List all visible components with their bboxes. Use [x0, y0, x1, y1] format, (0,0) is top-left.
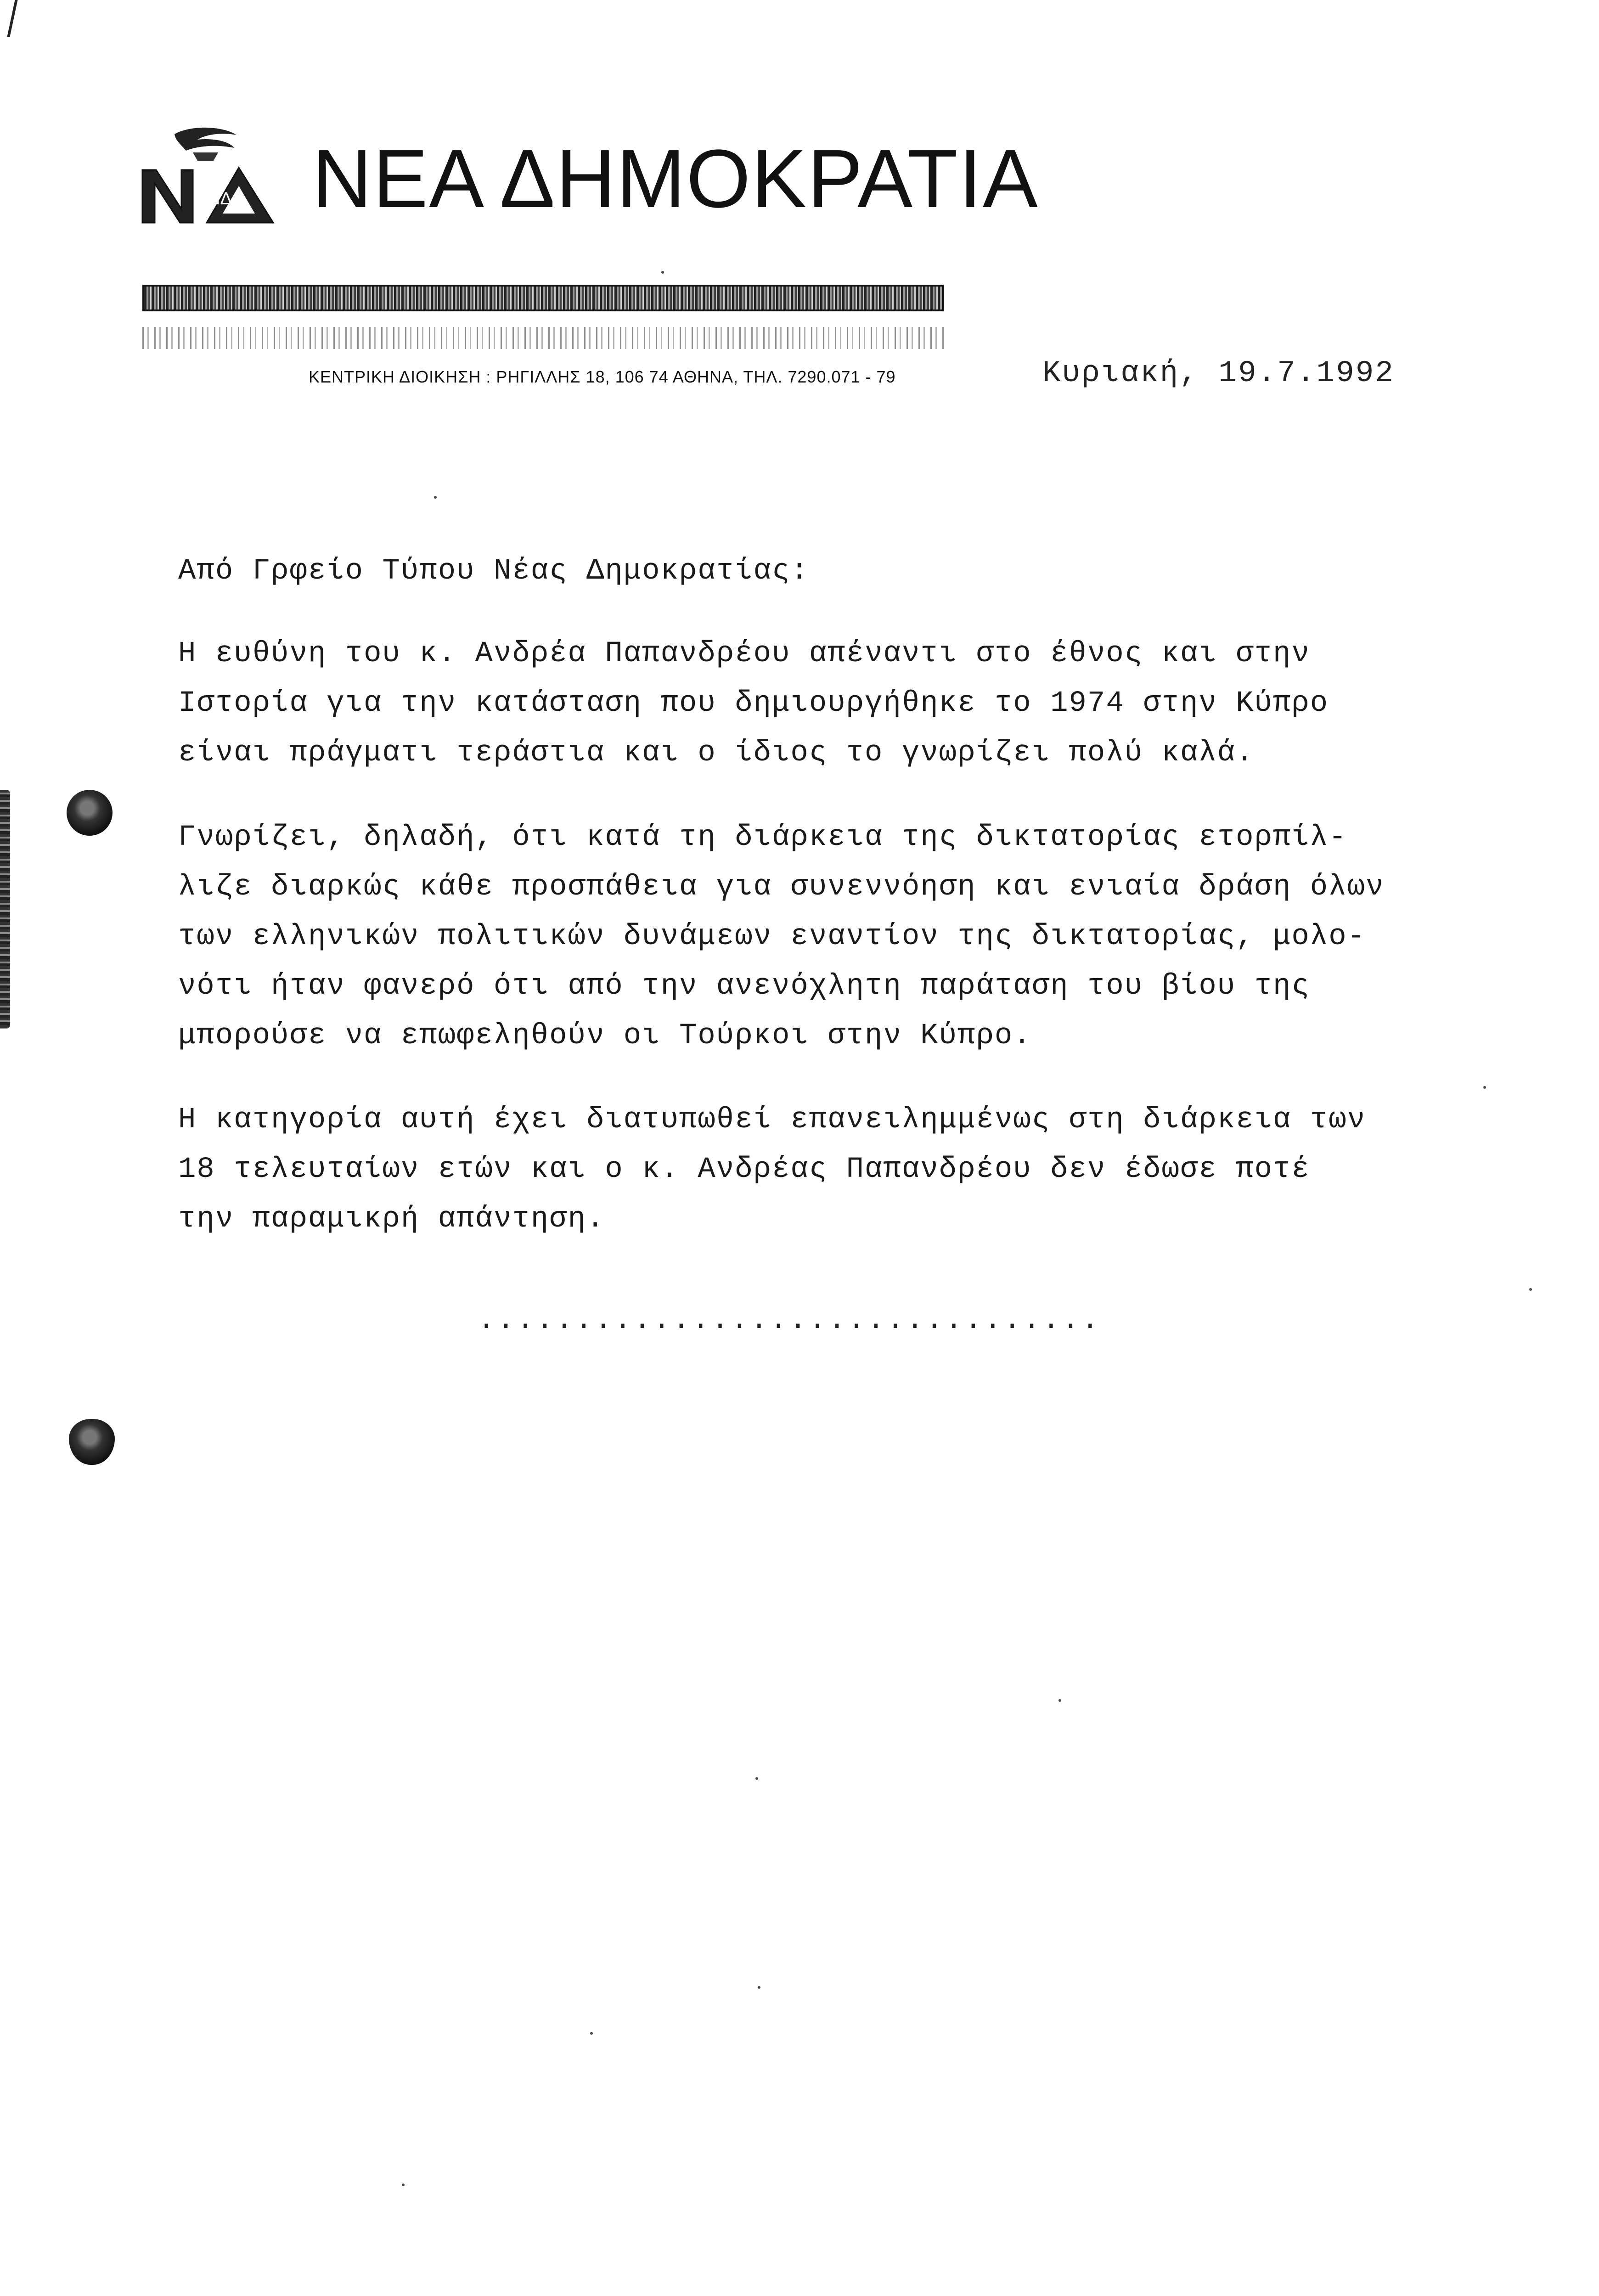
- paragraph-line: των ελληνικών πολιτικών δυνάμεων εναντίον της δικτατορίας, μολο-: [178, 920, 1366, 953]
- scan-edge-mark: [0, 0, 18, 37]
- scan-speck: [1483, 1086, 1486, 1089]
- scan-speck: [434, 496, 437, 499]
- paragraph-line: μπορούσε να επωφεληθούν οι Τούρκοι στην Κύπρο.: [178, 1019, 1032, 1052]
- paragraph-2: [178, 813, 1384, 1061]
- paragraph-3: [178, 1095, 1366, 1244]
- scan-speck: [590, 2032, 593, 2035]
- document-date: Κυριακή, 19.7.1992: [1042, 356, 1395, 390]
- punch-hole: [69, 1419, 115, 1465]
- from-line: Από Γρφείο Τύπου Νέας Δημοκρατίας:: [178, 555, 809, 588]
- scan-speck: [755, 1777, 758, 1780]
- letterhead-address: ΚΕΝΤΡΙΚΗ ΔΙΟΙΚΗΣΗ : ΡΗΓΙΛΛΗΣ 18, 106 74 ΑΘΗΝΑ, ΤΗΛ. 7290.071 - 79: [309, 367, 896, 386]
- paragraph-1: [178, 629, 1329, 778]
- scan-speck: [758, 1986, 760, 1989]
- scan-speck: [1529, 1288, 1532, 1291]
- organization-name: ΝΕΑ ΔΗΜΟΚΡΑΤΙΑ: [312, 133, 1039, 225]
- letterhead-rule: [142, 285, 944, 311]
- paragraph-line: 18 τελευταίων ετών και ο κ. Ανδρέας Παπανδρέου δεν έδωσε ποτέ: [178, 1153, 1310, 1186]
- paragraph-line: Γνωρίζει, δηλαδή, ότι κατά τη διάρκεια της δικτατορίας ετορπίλ-: [178, 821, 1347, 854]
- logo-monogram: ΝΔ: [208, 189, 232, 208]
- letterhead-pattern: [142, 327, 944, 349]
- scan-edge-strip: [0, 790, 10, 1029]
- paragraph-line: είναι πράγματι τεράστια και ο ίδιος το γνωρίζει πολύ καλά.: [178, 737, 1255, 770]
- scan-speck: [661, 271, 664, 274]
- closing-dots: ................................: [478, 1304, 1101, 1337]
- paragraph-line: Ιστορία για την κατάσταση που δημιουργήθηκε το 1974 στην Κύπρο: [178, 687, 1329, 720]
- paragraph-line: λιζε διαρκώς κάθε προσπάθεια για συνεννόηση και ενιαία δράση όλων: [178, 871, 1385, 904]
- paragraph-line: νότι ήταν φανερό ότι από την ανενόχλητη παράταση του βίου της: [178, 970, 1310, 1003]
- punch-hole: [67, 790, 113, 836]
- scan-speck: [402, 2183, 405, 2186]
- paragraph-line: Η κατηγορία αυτή έχει διατυπωθεί επανειλημμένως στη διάρκεια των: [178, 1103, 1366, 1137]
- party-logo-icon: [138, 124, 280, 230]
- scan-speck: [1058, 1699, 1061, 1702]
- paragraph-line: την παραμικρή απάντηση.: [178, 1203, 605, 1236]
- paragraph-line: Η ευθύνη του κ. Ανδρέα Παπανδρέου απέναντι στο έθνος και στην: [178, 637, 1310, 670]
